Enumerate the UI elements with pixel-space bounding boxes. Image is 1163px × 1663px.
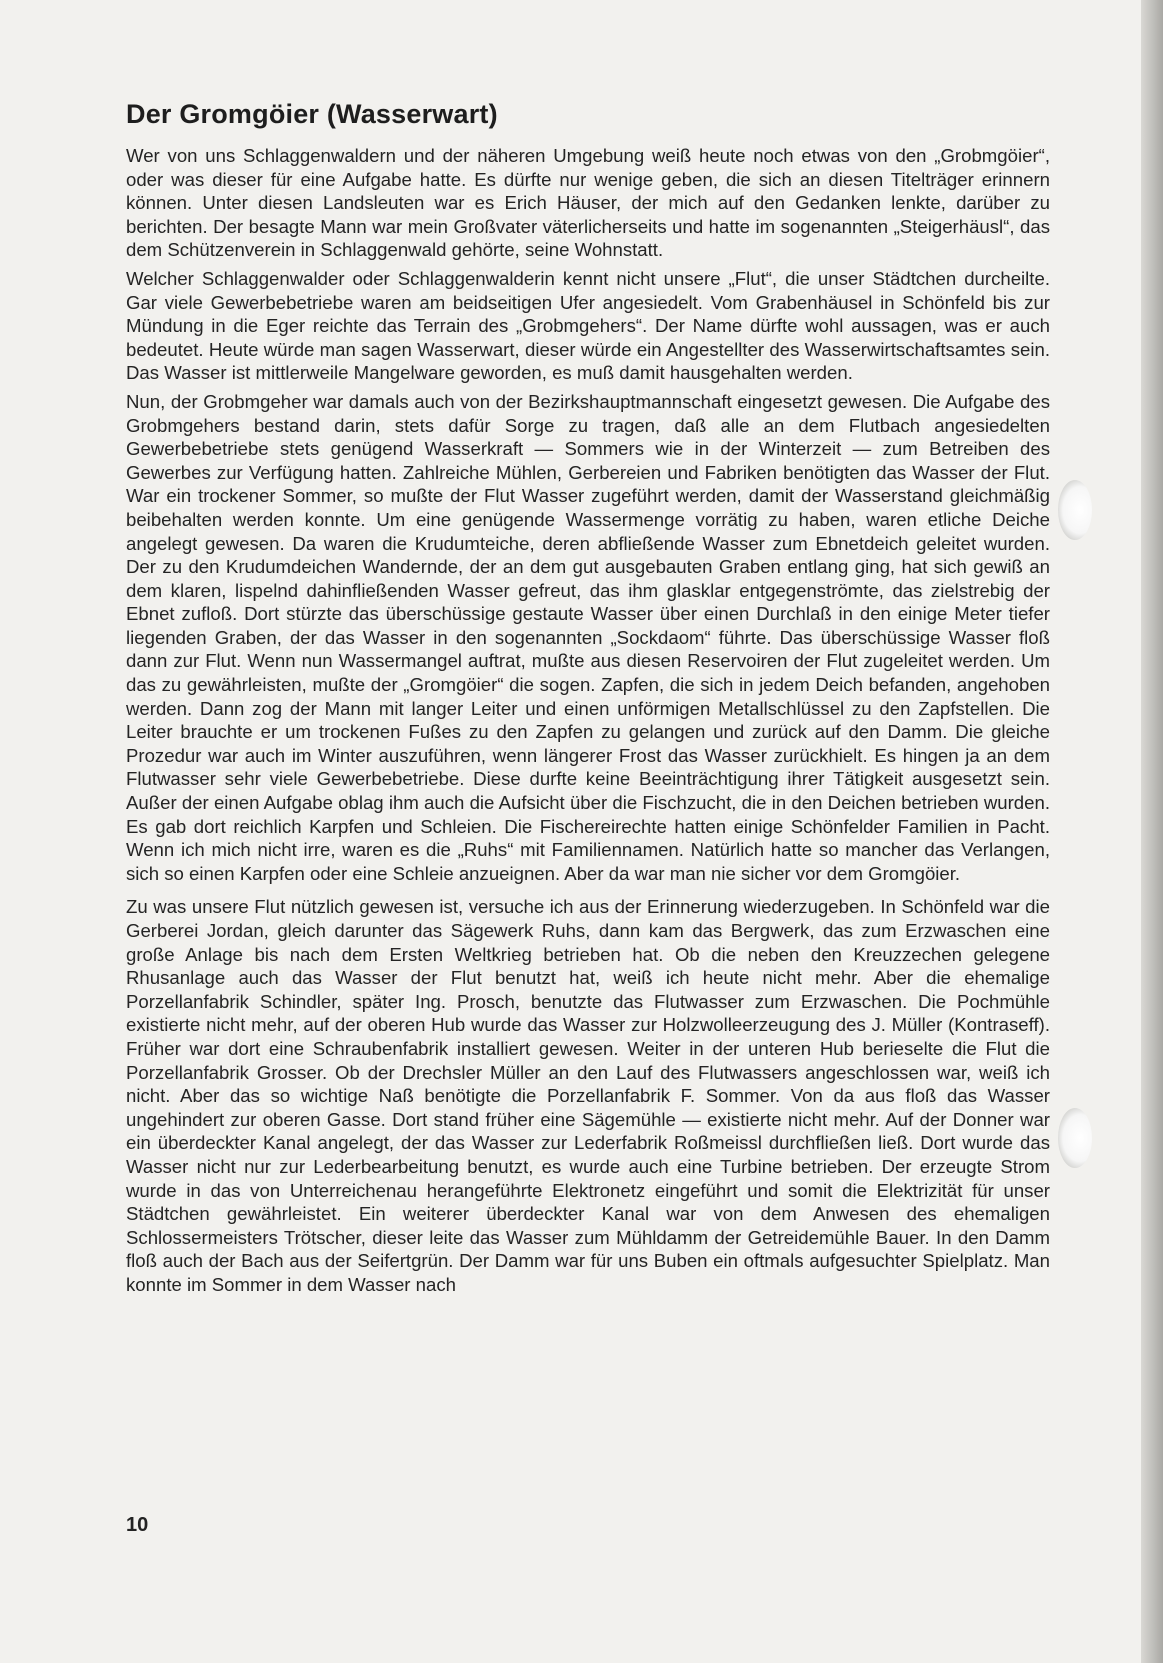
paragraph-4: Zu was unsere Flut nützlich gewesen ist, versuche ich aus der Erinnerung wiederzugeben. In Schönfeld war die Gerberei Jordan, gleich darunter das Sägewerk Ruhs, dann kam das Bergwerk, das zum Erzwaschen eine große Anlage bis nach dem Ersten Weltkrieg betrieben hat. Ob die neben den Kreuzzechen gelegene Rhusanlage auch das Wasser der Flut benutzt hat, weiß ich heute nicht mehr. Aber die ehemalige Porzellanfabrik Schindler, später Ing. Prosch, benutzte das Flutwasser zum Erzwaschen. Die Pochmühle existierte nicht mehr, auf der oberen Hub wurde das Wasser zur Holzwolleerzeugung des J. Müller (Kontraseff). Früher war dort eine Schraubenfabrik installiert gewesen. Weiter in der unteren Hub berieselte die Flut die Porzellanfabrik Grosser. Ob der Drechsler Müller an den Lauf des Flutwassers angeschlossen war, weiß ich nicht. Aber das so wichtige Naß benötigte die Porzellanfabrik F. Sommer. Von da aus floß das Wasser ungehindert zur oberen Gasse. Dort stand früher eine Sägemühle — existierte nicht mehr. Auf der Donner war ein überdeckter Kanal angelegt, der das Wasser zur Lederfabrik Roßmeissl durchfließen ließ. Dort wurde das Wasser nicht nur zur Lederbearbeitung benutzt, es wurde auch eine Turbine betrieben. Der erzeugte Strom wurde in das von Unterreichenau herangeführte Elektronetz eingeführt und somit die Elektrizität für unser Städtchen gewährleistet. Ein weiterer überdeckter Kanal war von dem Anwesen des ehemaligen Schlossermeisters Trötscher, dieser leite das Wasser zum Mühldamm der Getreidemühle Bauer. In den Damm floß auch der Bach aus der Seifertgrün. Der Damm war für uns Buben ein oftmals aufgesuchter Spielplatz. Man konnte im Sommer in dem Wasser nach — [126, 896, 1050, 1295]
article-body — [126, 94, 1050, 1302]
paragraph-1: Wer von uns Schlaggenwaldern und der näheren Umgebung weiß heute noch etwas von den „Grobmgöier“, oder was dieser für eine Aufgabe hatte. Es dürfte nur wenige geben, die sich an diesen Titelträger erinnern können. Unter diesen Landsleuten war es Erich Häuser, der mich auf den Gedanken lenkte, darüber zu berichten. Der besagte Mann war mein Großvater väterlicherseits und hatte im sogenannten „Steigerhäusl“, das dem Schützenverein in Schlaggenwald gehörte, seine Wohnstatt. — [126, 145, 1050, 261]
punch-hole-top — [1058, 480, 1092, 540]
page-edge-shadow — [1141, 0, 1163, 1663]
punch-hole-bottom — [1058, 1108, 1092, 1168]
article-title: Der Gromgöier (Wasserwart) — [126, 99, 498, 129]
paragraph-2: Welcher Schlaggenwalder oder Schlaggenwalderin kennt nicht unsere „Flut“, die unser Städtchen durcheilte. Gar viele Gewerbebetriebe waren am beidseitigen Ufer angesiedelt. Vom Grabenhäusel in Schönfeld bis zur Mündung in die Eger reichte das Terrain des „Grobmgehers“. Der Name dürfte wohl aussagen, was er auch bedeutet. Heute würde man sagen Wasserwart, dieser würde ein Angestellter des Wasserwirtschaftsamtes sein. Das Wasser ist mittlerweile Mangelware geworden, es muß damit hausgehalten werden. — [126, 267, 1050, 384]
page-number: 10 — [126, 1514, 149, 1536]
paragraph-3: Nun, der Grobmgeher war damals auch von der Bezirkshauptmannschaft eingesetzt gewesen. Die Aufgabe des Grobmgehers bestand darin, stets dafür Sorge zu tragen, daß alle an dem Flutbach angesiedelten Gewerbebetriebe stets genügend Wasserkraft — Sommers wie in der Winterzeit — zum Betreiben des Gewerbes zur Verfügung hatten. Zahlreiche Mühlen, Gerbereien und Fabriken benötigten das Wasser der Flut. War ein trockener Sommer, so mußte der Flut Wasser zugeführt werden, damit der Wasserstand gleichmäßig beibehalten werden konnte. Um eine genügende Wassermenge vorrätig zu haben, waren etliche Deiche angelegt gewesen. Da waren die Krudumteiche, deren abfließende Wasser zum Ebnetdeich geleitet wurden. Der zu den Krudumdeichen Wandernde, der an dem gut ausgebauten Graben entlang ging, hat sich gewiß an dem klaren, lispelnd dahinfließenden Wasser gefreut, das ihm glasklar entgegenströmte, das zielstrebig der Ebnet zufloß. Dort stürzte das überschüssige gestaute Wasser über einen Durchlaß in den einige Meter tiefer liegenden Graben, der das Wasser in den sogenannten „Sockdaom“ führte. Das überschüssige Wasser floß dann zur Flut. Wenn nun Wassermangel auftrat, mußte aus diesen Reservoiren der Flut zugeleitet werden. Um das zu gewährleisten, mußte der „Gromgöier“ die sogen. Zapfen, die sich in jedem Deich befanden, angehoben werden. Dann zog der Mann mit langer Leiter und einen unförmigen Metallschlüssel zu den Zapfstellen. Die Leiter brauchte er um trockenen Fußes zu den Zapfen zu gelangen und zurück auf den Damm. Die gleiche Prozedur war auch im Winter auszuführen, wenn längerer Frost das Wasser zurückhielt. Es hingen ja an dem Flutwasser sehr viele Gewerbebetriebe. Diese durfte keine Beeinträchtigung ihrer Tätigkeit ausgesetzt sein. Außer der einen Aufgabe oblag ihm auch die Aufsicht über die Fischzucht, die in den Deichen betrieben wurden. Es gab dort reichlich Karpfen und Schleien. Die Fischereirechte hatten einige Schönfelder Familien in Pacht. Wenn ich mich nicht irre, waren es die „Ruhs“ mit Familiennamen. Natürlich hatte so mancher das Verlangen, sich so einen Karpfen oder eine Schleie anzueignen. Aber da war man nie sicher vor dem Gromgöier. — [126, 390, 1050, 884]
